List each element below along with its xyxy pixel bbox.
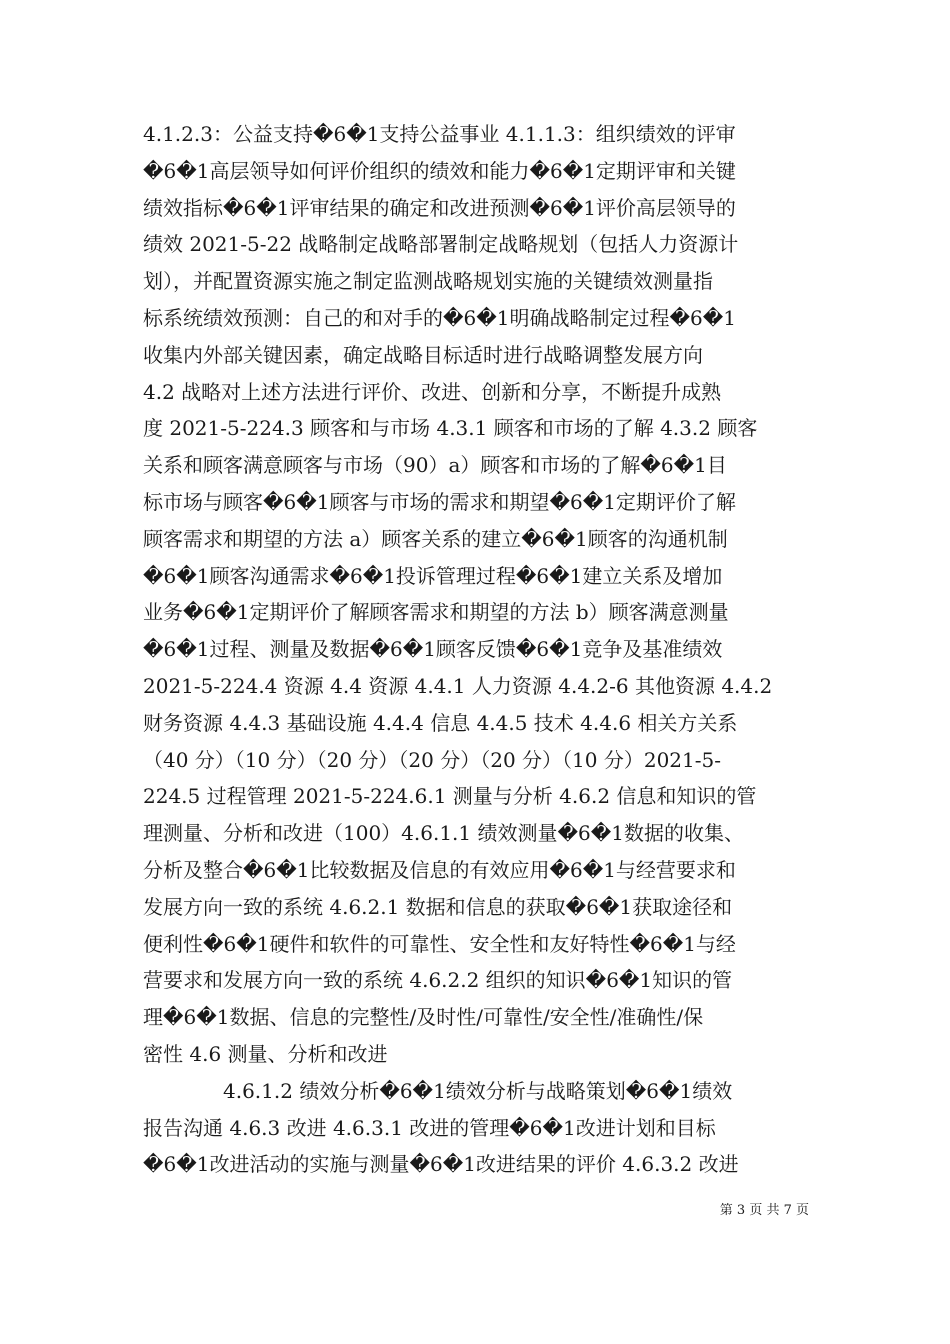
text-line: �6�1顾客沟通需求�6�1投诉管理过程�6�1建立关系及增加 <box>143 563 723 588</box>
text-line: 便利性�6�1硬件和软件的可靠性、安全性和友好特性�6�1与经 <box>143 931 736 956</box>
text-line: 度 2021-5-224.3 顾客和与市场 4.3.1 顾客和市场的了解 4.3.2 顾客 <box>143 416 758 441</box>
text-line: 理测量、分析和改进（100）4.6.1.1 绩效测量�6�1数据的收集、 <box>143 821 744 846</box>
text-line: 4.1.2.3：公益支持�6�1支持公益事业 4.1.1.3：组织绩效的评审 <box>143 122 736 146</box>
text-line: 发展方向一致的系统 4.6.2.1 数据和信息的获取�6�1获取途径和 <box>143 894 733 919</box>
text-line: 标市场与顾客�6�1顾客与市场的需求和期望�6�1定期评价了解 <box>143 489 736 514</box>
text-line: 收集内外部关键因素，确定战略目标适时进行战略调整发展方向 <box>143 342 703 367</box>
text-line: 4.6.1.2 绩效分析�6�1绩效分析与战略策划�6�1绩效 <box>143 1078 733 1103</box>
text-line: 绩效 2021-5-22 战略制定战略部署制定战略规划（包括人力资源计 <box>143 232 739 257</box>
text-line: 224.5 过程管理 2021-5-224.6.1 测量与分析 4.6.2 信息和知识的管 <box>143 784 757 809</box>
text-line: 标系统绩效预测：自己的和对手的�6�1明确战略制定过程�6�1 <box>143 305 736 330</box>
text-line: 顾客需求和期望的方法 a）顾客关系的建立�6�1顾客的沟通机制 <box>143 526 728 551</box>
text-line: �6�1高层领导如何评价组织的绩效和能力�6�1定期评审和关键 <box>143 158 736 183</box>
text-line: 理�6�1数据、信息的完整性/及时性/可靠性/安全性/准确性/保 <box>143 1005 704 1030</box>
text-line: 关系和顾客满意顾客与市场（90）a）顾客和市场的了解�6�1目 <box>143 453 727 478</box>
text-line: �6�1过程、测量及数据�6�1顾客反馈�6�1竞争及基准绩效 <box>143 637 723 662</box>
text-line: �6�1改进活动的实施与测量�6�1改进结果的评价 4.6.3.2 改进 <box>143 1152 739 1177</box>
text-line: 密性 4.6 测量、分析和改进 <box>143 1041 388 1066</box>
page-number-footer: 第 3 页 共 7 页 <box>719 1203 809 1218</box>
text-line: 营要求和发展方向一致的系统 4.6.2.2 组织的知识�6�1知识的管 <box>143 968 733 993</box>
text-line: 业务�6�1定期评价了解顾客需求和期望的方法 b）顾客满意测量 <box>143 600 729 625</box>
text-line: 2021-5-224.4 资源 4.4 资源 4.4.1 人力资源 4.4.2-6 其他资源 4.4.2 <box>143 673 773 698</box>
text-line: 分析及整合�6�1比较数据及信息的有效应用�6�1与经营要求和 <box>143 857 736 882</box>
text-line: 报告沟通 4.6.3 改进 4.6.3.1 改进的管理�6�1改进计划和目标 <box>143 1115 716 1140</box>
body-text <box>143 116 809 1183</box>
text-line: （40 分）（10 分）（20 分）（20 分）（20 分）（10 分）2021-5- <box>143 747 721 772</box>
text-line: 绩效指标�6�1评审结果的确定和改进预测�6�1评价高层领导的 <box>143 195 736 220</box>
text-line: 财务资源 4.4.3 基础设施 4.4.4 信息 4.4.5 技术 4.4.6 相关方关系 <box>143 710 738 735</box>
text-line: 划），并配置资源实施之制定监测战略规划实施的关键绩效测量指 <box>143 269 713 294</box>
text-line: 4.2 战略对上述方法进行评价、改进、创新和分享，不断提升成熟 <box>143 379 722 404</box>
